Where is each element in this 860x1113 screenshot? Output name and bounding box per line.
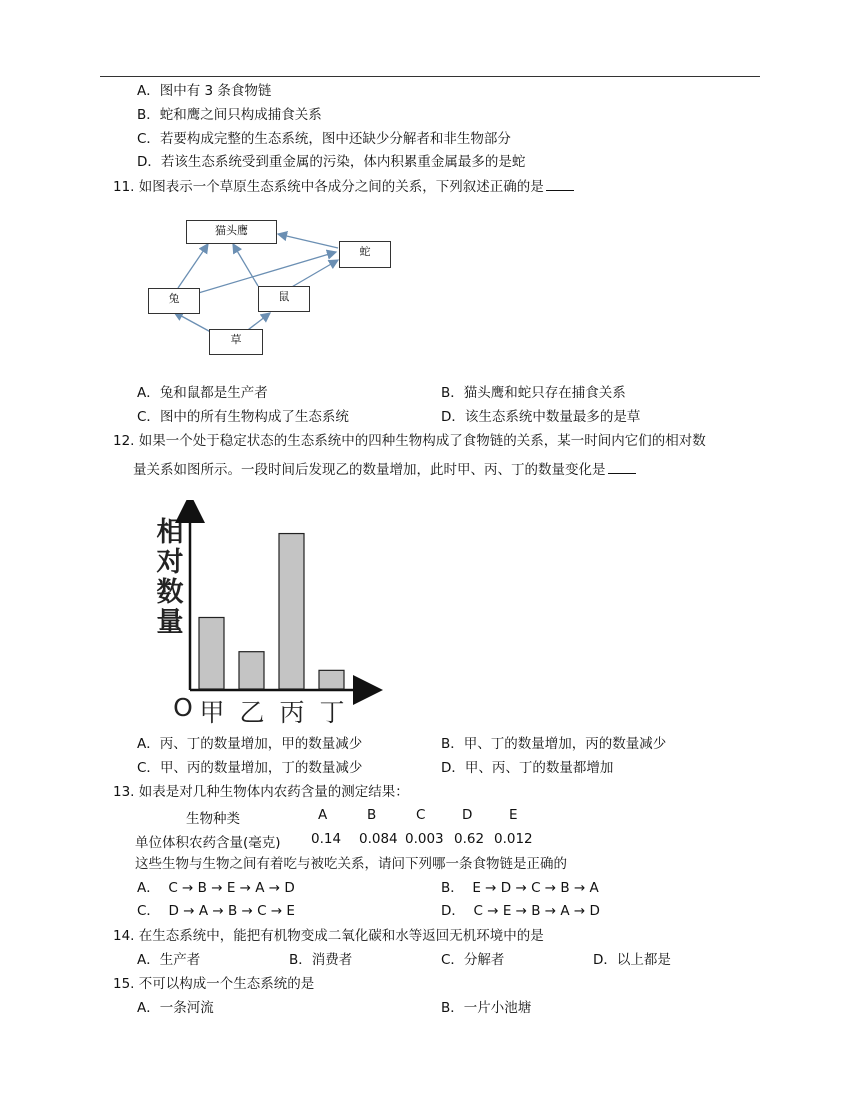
answer-blank[interactable] — [608, 460, 636, 474]
table-cell: 0.14 — [311, 831, 342, 847]
q12-stem-line2: 量关系如图所示。一段时间后发现乙的数量增加，此时甲、丙、丁的数量变化是 — [133, 460, 636, 479]
q15-option-a[interactable]: A．一条河流 — [137, 1000, 214, 1016]
q15-stem: 15. 不可以构成一个生态系统的是 — [113, 976, 315, 992]
q10-option-a[interactable]: A．图中有 3 条食物链 — [137, 83, 272, 99]
node-grass: 草 — [209, 329, 263, 355]
x-tick-label: 甲 — [199, 698, 225, 727]
q13-stem: 13. 如表是对几种生物体内农药含量的测定结果： — [113, 784, 409, 800]
table-column-header: A — [318, 807, 328, 823]
x-tick-label: 乙 — [239, 698, 265, 727]
table-cell: 0.62 — [454, 831, 485, 847]
food-web-diagram — [140, 210, 410, 365]
table-row-label: 单位体积农药含量(毫克) — [135, 835, 281, 851]
q14-option-a[interactable]: A．生产者 — [137, 952, 201, 968]
q12-option-a[interactable]: A．丙、丁的数量增加，甲的数量减少 — [137, 736, 363, 752]
x-tick-label: 丁 — [319, 698, 345, 727]
q13-option-b[interactable]: B． E → D → C → B → A — [441, 880, 599, 896]
table-column-header: C — [416, 807, 426, 823]
q11-option-b[interactable]: B．猫头鹰和蛇只存在捕食关系 — [441, 385, 626, 401]
relative-quantity-bar-chart — [150, 500, 390, 730]
q14-option-d[interactable]: D．以上都是 — [593, 952, 671, 968]
bar-1 — [239, 652, 264, 689]
q14-option-b[interactable]: B．消费者 — [289, 952, 353, 968]
arrow-mouse-owl — [233, 244, 258, 286]
origin-label: O — [173, 693, 193, 722]
q12-stem-line1: 12. 如果一个处于稳定状态的生态系统中的四种生物构成了食物链的关系，某一时间内它们的相对数 — [113, 433, 706, 449]
bar-0 — [199, 617, 224, 689]
table-cell: 0.012 — [494, 831, 533, 847]
table-column-header: D — [462, 807, 473, 823]
y-axis-label-char: 量 — [156, 607, 184, 638]
y-axis-label-char: 对 — [156, 547, 184, 578]
table-column-header: E — [509, 807, 518, 823]
q13-option-a[interactable]: A． C → B → E → A → D — [137, 880, 295, 896]
header-rule — [100, 76, 760, 77]
q10-option-d[interactable]: D．若该生态系统受到重金属的污染，体内积累重金属最多的是蛇 — [137, 154, 526, 170]
table-header-label: 生物种类 — [186, 811, 240, 827]
q13-option-d[interactable]: D． C → E → B → A → D — [441, 903, 600, 919]
table-cell: 0.003 — [405, 831, 444, 847]
q10-option-b[interactable]: B．蛇和鹰之间只构成捕食关系 — [137, 107, 322, 123]
q15-option-b[interactable]: B．一片小池塘 — [441, 1000, 532, 1016]
node-mouse: 鼠 — [258, 286, 310, 312]
answer-blank[interactable] — [546, 177, 574, 191]
node-snake: 蛇 — [339, 241, 391, 268]
bar-3 — [319, 670, 344, 689]
node-rabbit: 兔 — [148, 288, 200, 314]
q12-option-b[interactable]: B．甲、丁的数量增加，丙的数量减少 — [441, 736, 667, 752]
q12-option-c[interactable]: C．甲、丙的数量增加，丁的数量减少 — [137, 760, 363, 776]
bar-2 — [279, 534, 304, 689]
q14-option-c[interactable]: C．分解者 — [441, 952, 505, 968]
q11-stem: 11. 如图表示一个草原生态系统中各成分之间的关系，下列叙述正确的是 — [113, 177, 574, 196]
q13-follow-text: 这些生物与生物之间有着吃与被吃关系，请问下列哪一条食物链是正确的 — [135, 856, 567, 872]
table-column-header: B — [367, 807, 377, 823]
q10-option-c[interactable]: C．若要构成完整的生态系统，图中还缺少分解者和非生物部分 — [137, 131, 511, 147]
arrow-snake-owl — [278, 234, 338, 248]
x-tick-label: 丙 — [279, 698, 305, 727]
q11-option-a[interactable]: A．兔和鼠都是生产者 — [137, 385, 268, 401]
arrow-rabbit-owl — [178, 244, 208, 288]
q12-option-d[interactable]: D．甲、丙、丁的数量都增加 — [441, 760, 614, 776]
q11-option-c[interactable]: C．图中的所有生物构成了生态系统 — [137, 409, 349, 425]
q13-option-c[interactable]: C． D → A → B → C → E — [137, 903, 295, 919]
table-cell: 0.084 — [359, 831, 398, 847]
q14-stem: 14. 在生态系统中，能把有机物变成二氧化碳和水等返回无机环境中的是 — [113, 928, 544, 944]
y-axis-label-char: 数 — [156, 577, 184, 608]
node-owl: 猫头鹰 — [186, 220, 277, 244]
y-axis-label-char: 相 — [156, 517, 184, 548]
q11-option-d[interactable]: D．该生态系统中数量最多的是草 — [441, 409, 641, 425]
